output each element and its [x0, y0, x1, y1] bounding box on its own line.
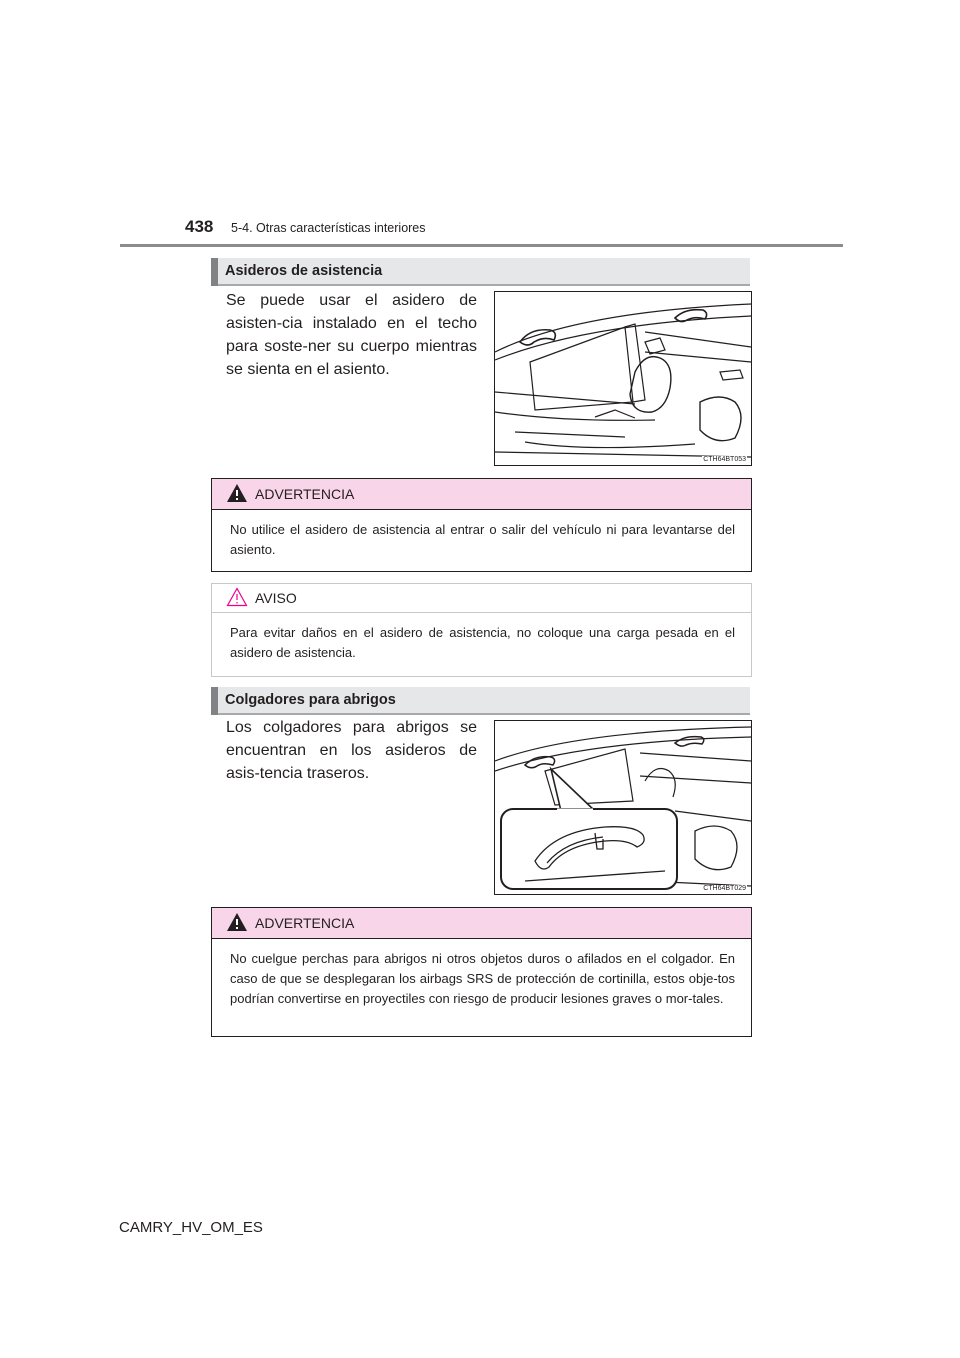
coat-hook-drawing — [495, 721, 751, 894]
notice-box — [211, 583, 752, 677]
warning-text: No utilice el asidero de asistencia al entrar o salir del vehículo ni para levantarse del asiento. — [230, 522, 735, 557]
document-code: CAMRY_HV_OM_ES — [119, 1219, 263, 1236]
warning-triangle-icon — [226, 912, 248, 932]
assist-grips-heading — [211, 258, 750, 286]
coat-hooks-heading-label: Colgadores para abrigos — [225, 692, 396, 708]
figure-code: CTH64BT029 — [703, 885, 746, 892]
assist-grips-heading-label: Asideros de asistencia — [225, 263, 383, 279]
heading-accent — [211, 258, 218, 286]
warning-header — [212, 479, 751, 510]
notice-title: AVISO — [255, 590, 297, 606]
heading-accent — [211, 687, 218, 715]
warning-triangle-icon — [226, 483, 248, 503]
warning-box-2 — [211, 907, 752, 1037]
coat-hooks-heading — [211, 687, 750, 715]
assist-grips-description: Se puede usar el asidero de asisten-cia instalado en el techo para soste-ner su cuerpo mientras se sienta en el asiento. — [226, 292, 477, 378]
figure-code: CTH64BT053 — [703, 456, 746, 463]
notice-header — [212, 584, 751, 613]
warning-title: ADVERTENCIA — [255, 486, 355, 502]
coat-hook-illustration — [494, 720, 752, 895]
section-title: 5-4. Otras características interiores — [231, 221, 426, 235]
notice-text: Para evitar daños en el asidero de asistencia, no coloque una carga pesada en el asidero de asistencia. — [230, 625, 735, 660]
caution-triangle-icon — [226, 587, 248, 607]
warning-title: ADVERTENCIA — [255, 915, 355, 931]
warning-header — [212, 908, 751, 939]
coat-hooks-description: Los colgadores para abrigos se encuentran en los asideros de asis-tencia traseros. — [226, 719, 477, 782]
assist-grip-illustration — [494, 291, 752, 466]
warning-text: No cuelgue perchas para abrigos ni otros objetos duros o afilados en el colgador. En caso de que se desplegaran los airbags SRS de protección de cortinilla, estos obje-tos podrían convertirse en proyectiles con riesgo de producir lesiones graves o mor-tales. — [230, 951, 735, 1006]
page-number: 438 — [185, 217, 214, 236]
car-interior-drawing — [495, 292, 751, 465]
header-divider — [120, 244, 843, 247]
warning-box-1 — [211, 478, 752, 572]
